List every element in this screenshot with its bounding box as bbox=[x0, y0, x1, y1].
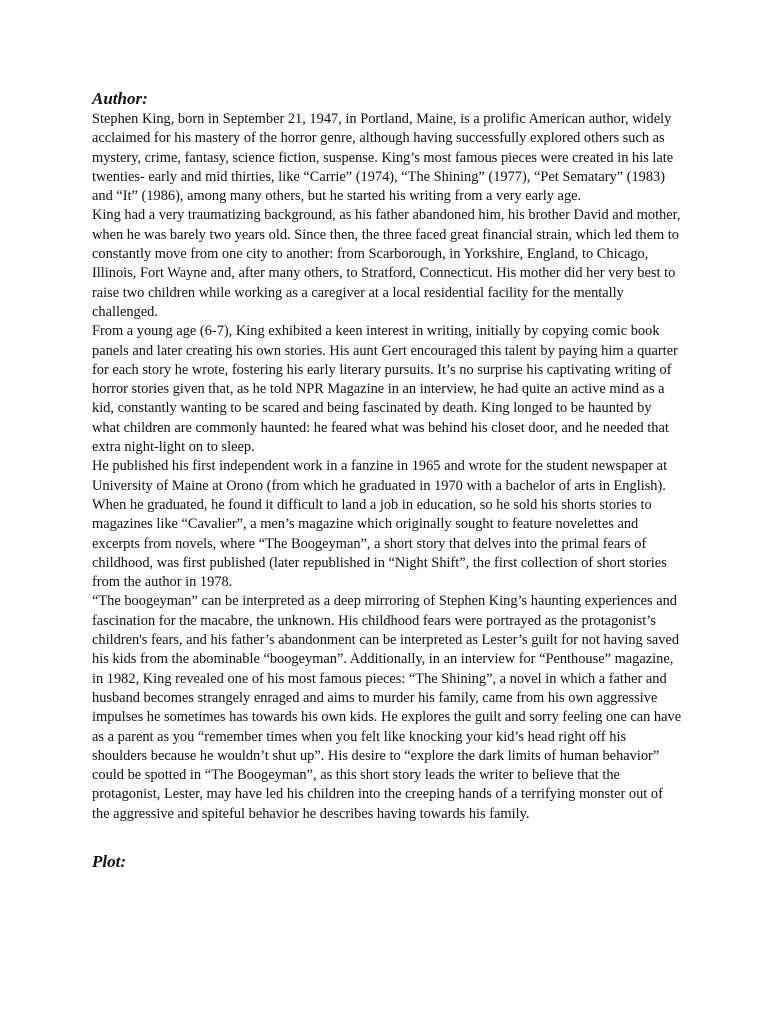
author-paragraph-3: From a young age (6-7), King exhibited a keen interest in writing, initially by copying comic book panels and later creating his own stories. His aunt Gert encouraged this talent by paying him a quarter for each story he wrote, fostering his early literary pursuits. It’s no surprise his captivating writing of horror stories given that, as he told NPR Magazine in an interview, he had quite an active mind as a kid, constantly wanting to be scared and being fascinated by death. King longed to be haunted by what children are commonly haunted: he feared what was behind his closet door, and he needed that extra night-light on to sleep. bbox=[92, 323, 678, 456]
author-heading: Author: bbox=[92, 89, 148, 108]
plot-heading: Plot: bbox=[92, 851, 126, 871]
author-paragraph-5: “The boogeyman” can be interpreted as a deep mirroring of Stephen King’s haunting experiences and fascination for the macabre, the unknown. His childhood fears were portrayed as the protagonist’s children's fears, and his father’s abandonment can be interpreted as Lester’s guilt for not having saved his kids from the abominable “boogeyman”. Additionally, in an interview for “Penthouse” magazine, in 1982, King revealed one of his most famous pieces: “The Shining”, a novel in which a father and husband becomes strangely enraged and aims to murder his family, came from his own aggressive impulses he sometimes has towards his own kids. He explores the guilt and sorry feeling one can have as a parent as you “remember times when you felt like knocking your kid’s head right off his shoulders because he wouldn’t shut up”. His desire to “explore the dark limits of human behavior” could be spotted in “The Boogeyman”, as this short story leads the writer to believe that the protagonist, Lester, may have led his children into the creeping hands of a terrifying monster out of the aggressive and spiteful behavior he describes having towards his family. bbox=[92, 593, 682, 822]
author-paragraph-2: King had a very traumatizing background, as his father abandoned him, his brother David and mother, when he was barely two years old. Since then, the three faced great financial strain, which led them to constantly move from one city to another: from Scarborough, in Yorkshire, England, to Chicago, Illinois, Fort Wayne and, after many others, to Stratford, Connecticut. His mother did her very best to raise two children while working as a caregiver at a local residential facility for the mentally challenged. bbox=[92, 207, 681, 320]
author-paragraph-4: He published his first independent work in a fanzine in 1965 and wrote for the student newspaper at University of Maine at Orono (from which he graduated in 1970 with a bachelor of arts in English). When he graduated, he found it difficult to land a job in education, so he sold his shorts stories to magazines like “Cavalier”, a men’s magazine which originally sought to feature novelettes and excerpts from novels, where “The Boogeyman”, a short story that delves into the primal fears of childhood, was first published (later republished in “Night Shift”, the first collection of short stories from the author in 1978. bbox=[92, 458, 668, 591]
author-paragraph-1: Stephen King, born in September 21, 1947, in Portland, Maine, is a prolific American author, widely acclaimed for his mastery of the horror genre, although having successfully explored others such as mystery, crime, fantasy, science fiction, suspense. King’s most famous pieces were created in his late twenties- early and mid thirties, like “Carrie” (1974), “The Shining” (1977), “Pet Sematary” (1983) and “It” (1986), among many others, but he started his writing from a very early age. bbox=[92, 111, 674, 205]
document-page bbox=[92, 88, 682, 873]
